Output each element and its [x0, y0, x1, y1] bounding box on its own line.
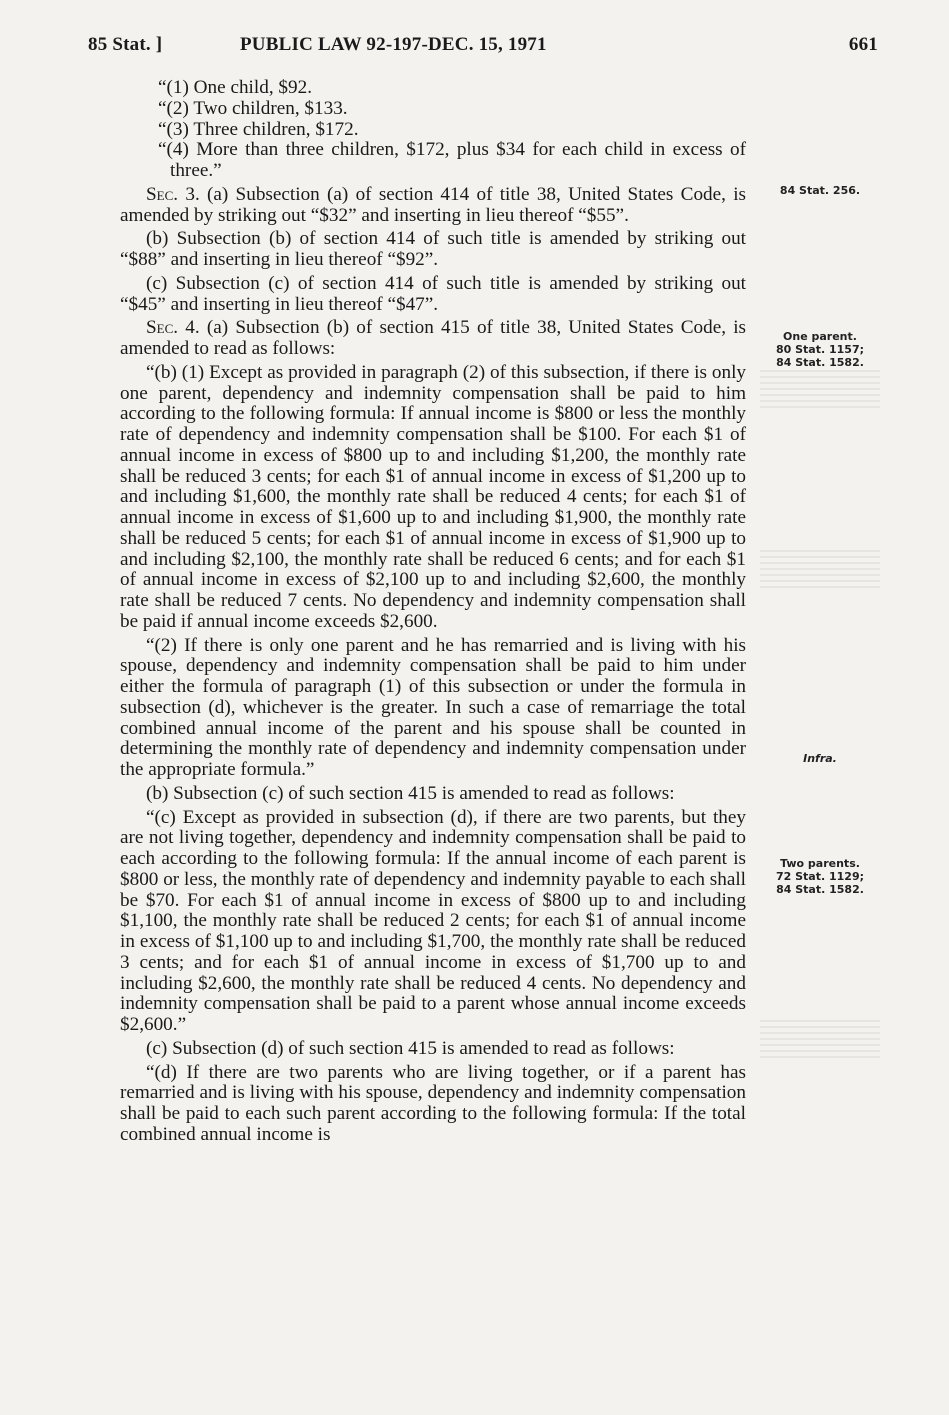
paragraph-text: 4. (a) Subsection (b) of section 415 of title 38, United States Code, is amended to read as follows: — [120, 317, 746, 359]
paragraph-text: “(c) Except as provided in subsection (d), if there are two parents, but they are not living together, dependency and indemnity compensation shall be paid to each according to the following formula: If the annual income of each parent is $800 or less, the monthly rate of dependency and indemnity payable to each shall be $70. For each $1 of annual income in excess of $800 up to and including $1,100, the monthly rate shall be reduced 2 cents; for each $1 of annual income in excess of $1,100 up to and including $1,700, the monthly rate shall be reduced 3 cents; and for each $1 of annual income in excess of $1,700 up to and including $2,600, the monthly rate shall be reduced 4 cents. No dependency and indemnity compensation shall be paid to a parent whose annual income exceeds $2,600.” — [120, 806, 746, 1035]
paragraph-text: “(b) (1) Except as provided in paragraph (2) of this subsection, if there is only one parent, dependency and indemnity compensation shall be paid to him according to the following formula: If annual income is $800 or less the monthly rate of dependency and indemnity compensation shall be $100. For each $1 of annual income in excess of $800 up to and including $1,200, the monthly rate shall be reduced 3 cents; for each $1 of annual income in excess of $1,200 up to and including $1,600, the monthly rate shall be reduced 4 cents; for each $1 of annual income in excess of $1,600 up to and including $1,900, the monthly rate shall be reduced 5 cents; for each $1 of annual income in excess of $1,900 up to and including $2,100, the monthly rate shall be reduced 6 cents; and for each $1 of annual income in excess of $2,100 up to and including $2,600, the monthly rate shall be reduced 7 cents. No dependency and indemnity compensation shall be paid if annual income exceeds $2,600. — [120, 361, 746, 632]
paragraph-text: (b) Subsection (b) of section 414 of such title is amended by striking out “$88” and inserting in lieu thereof “$92”. — [120, 228, 746, 270]
running-head — [88, 34, 878, 60]
paragraph-text: “(2) If there is only one parent and he has remarried and is living with his spouse, dependency and indemnity compensation shall be paid to him under either the formula of paragraph (1) of this subsection or under the formula in subsection (d), whichever is the greater. In such a case of remarriage the total combined annual income of the parent and his spouse shall be counted in determining the monthly rate of dependency and indemnity compensation under the appropriate formula.” — [120, 634, 746, 780]
margin-note-line: 72 Stat. 1129; — [775, 870, 865, 883]
paragraph — [120, 274, 746, 316]
margin-note-line: 80 Stat. 1157; — [775, 343, 865, 356]
margin-note-line: 84 Stat. 1582. — [776, 356, 864, 369]
paragraph-text: “(3) Three children, $172. — [158, 118, 359, 140]
paragraph-text: “(2) Two children, $133. — [158, 97, 348, 119]
paragraph-text: (c) Subsection (d) of such section 415 is amended to read as follows: — [146, 1037, 675, 1059]
paragraph — [120, 363, 746, 633]
paragraph — [120, 120, 746, 141]
paragraph — [120, 808, 746, 1036]
paragraph — [120, 1063, 746, 1146]
paragraph-text: (c) Subsection (c) of section 414 of such title is amended by striking out “$45” and inserting in lieu thereof “$47”. — [120, 272, 746, 315]
paragraph — [120, 229, 746, 271]
statute-volume: 85 Stat. ] — [88, 34, 163, 55]
margin-note-line: 84 Stat. 1582. — [776, 883, 864, 896]
section-label: Sec. — [146, 317, 179, 339]
law-title: PUBLIC LAW 92-197-DEC. 15, 1971 — [240, 34, 547, 55]
show-through-shadow — [760, 550, 880, 590]
margin-note-heading: One parent. — [783, 330, 857, 343]
paragraph — [120, 636, 746, 781]
page-number: 661 — [848, 34, 878, 55]
paragraph-text: “(1) One child, $92. — [158, 77, 312, 98]
margin-note-two-parents — [760, 857, 880, 896]
paragraph — [120, 318, 746, 360]
margin-note-84-stat-256 — [760, 184, 880, 197]
body-text — [120, 78, 746, 1146]
margin-note-heading: Two parents. — [780, 857, 860, 870]
margin-note-one-parent — [760, 330, 880, 369]
paragraph — [120, 185, 746, 227]
section-label: Sec. — [146, 183, 179, 205]
margin-note-line: Infra. — [803, 752, 837, 765]
show-through-shadow — [760, 370, 880, 410]
paragraph-text: “(4) More than three children, $172, plus $34 for each child in excess of three.” — [158, 139, 746, 181]
paragraph — [120, 784, 746, 805]
paragraph — [120, 78, 746, 99]
paragraph — [120, 1039, 746, 1060]
margin-note-line: 84 Stat. 256. — [779, 184, 861, 197]
show-through-shadow — [760, 1020, 880, 1060]
paragraph — [120, 140, 746, 182]
margin-note-infra — [760, 752, 880, 765]
paragraph-text: (b) Subsection (c) of such section 415 is amended to read as follows: — [146, 782, 675, 804]
paragraph-text: 3. (a) Subsection (a) of section 414 of title 38, United States Code, is amended by striking out “$32” and inserting in lieu thereof “$55”. — [120, 183, 746, 226]
paragraph-text: “(d) If there are two parents who are living together, or if a parent has remarried and is living with his spouse, dependency and indemnity compensation shall be paid to each such parent according to the following formula: If the total combined annual income is — [120, 1061, 746, 1145]
paragraph — [120, 99, 746, 120]
